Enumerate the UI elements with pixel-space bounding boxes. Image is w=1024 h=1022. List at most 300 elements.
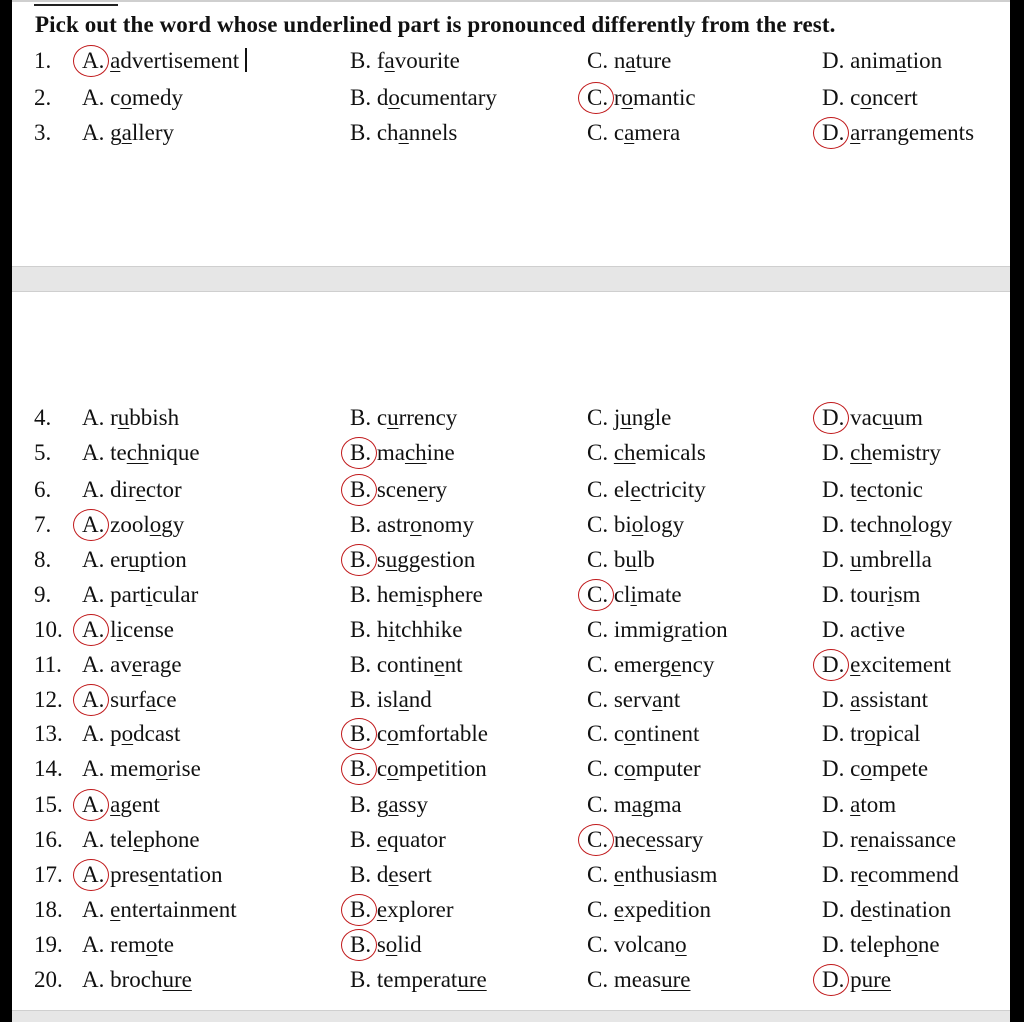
word-part: surf	[110, 687, 146, 712]
word-part: ch	[376, 120, 399, 145]
option-letter-text: D.	[822, 477, 845, 502]
answer-option[interactable]	[822, 48, 942, 74]
underlined-sound: e	[434, 652, 445, 677]
option-letter-text: D.	[822, 932, 845, 957]
option-letter-text: A.	[82, 440, 105, 465]
page-break-gap	[12, 266, 1010, 292]
word-part: ry	[427, 477, 448, 502]
answer-option[interactable]	[822, 547, 932, 573]
option-letter-text: B.	[350, 85, 372, 110]
underlined-sound: o	[675, 932, 687, 957]
answer-option[interactable]	[350, 48, 460, 74]
answer-option[interactable]	[822, 405, 923, 431]
option-letter-text: A.	[82, 862, 105, 887]
word-part: um	[893, 405, 923, 430]
underlined-sound: ure	[162, 967, 192, 992]
answer-option[interactable]	[587, 440, 706, 466]
word-part: naissance	[868, 827, 957, 852]
underlined-sound: o	[410, 512, 422, 537]
word-part: ture	[635, 48, 672, 73]
underlined-sound: o	[624, 721, 636, 746]
word-part: xcitement	[860, 652, 952, 677]
word-part: ntertainment	[120, 897, 237, 922]
underlined-sound: a	[384, 48, 395, 73]
word-part: tr	[850, 721, 865, 746]
question-row	[0, 48, 1010, 82]
word-part: te	[110, 440, 127, 465]
option-letter	[350, 967, 371, 993]
answer-option[interactable]	[350, 652, 462, 678]
answer-option[interactable]	[350, 85, 497, 111]
word-part: rage	[142, 652, 182, 677]
answer-circle-mark	[341, 544, 377, 576]
option-letter-text: C.	[587, 440, 609, 465]
word-part: logy	[911, 512, 953, 537]
word-part: n	[613, 48, 626, 73]
option-letter-text: D.	[822, 687, 845, 712]
option-letter	[587, 477, 608, 503]
underlined-sound: e	[850, 652, 861, 677]
word-part: rrency	[398, 405, 458, 430]
word-part: ncert	[871, 85, 918, 110]
answer-option[interactable]	[587, 792, 682, 818]
word-part: sphere	[422, 582, 483, 607]
question-number: 2.	[34, 85, 52, 110]
word-part: llery	[131, 120, 174, 145]
option-letter-text: D.	[822, 440, 845, 465]
answer-option[interactable]	[82, 827, 200, 853]
answer-option[interactable]	[822, 967, 891, 993]
option-letter	[587, 582, 608, 608]
word-part: emerg	[613, 652, 671, 677]
question-number: 8.	[34, 547, 52, 572]
answer-option[interactable]	[350, 617, 462, 643]
answer-option[interactable]	[587, 756, 701, 782]
option-letter	[822, 440, 844, 466]
word-part: mfortable	[398, 721, 488, 746]
underlined-sound: e	[133, 827, 144, 852]
underlined-sound: a	[110, 792, 121, 817]
word-part: gent	[120, 792, 160, 817]
answer-option[interactable]	[350, 862, 432, 888]
answer-option[interactable]	[822, 582, 920, 608]
answer-option[interactable]	[822, 85, 918, 111]
underlined-sound: e	[417, 477, 428, 502]
option-letter	[350, 792, 371, 818]
underlined-sound: e	[148, 862, 159, 887]
answer-option[interactable]	[350, 405, 457, 431]
word-part: ma	[376, 440, 405, 465]
answer-option[interactable]	[350, 477, 447, 503]
word-part: anim	[850, 48, 897, 73]
option-letter-text: D.	[822, 405, 845, 430]
question-row	[0, 687, 1010, 721]
option-letter-text: B.	[350, 897, 372, 922]
word-part: emistry	[871, 440, 941, 465]
option-letter	[350, 547, 371, 573]
word-part: g	[376, 792, 389, 817]
question-row	[0, 617, 1010, 651]
word-part: nt	[662, 687, 681, 712]
option-letter	[82, 85, 104, 111]
answer-circle-mark	[73, 614, 109, 646]
option-letter	[587, 687, 608, 713]
word-part: c	[613, 756, 625, 781]
word-part: d	[376, 862, 389, 887]
option-letter-text: D.	[822, 512, 845, 537]
option-letter	[587, 85, 608, 111]
option-letter	[822, 85, 844, 111]
answer-option[interactable]	[350, 120, 457, 146]
underlined-sound: i	[887, 582, 894, 607]
question-row	[0, 582, 1010, 616]
answer-option[interactable]	[82, 120, 174, 146]
option-letter-text: A.	[82, 85, 105, 110]
answer-option[interactable]	[82, 862, 223, 888]
word-part: tchhike	[394, 617, 463, 642]
underlined-sound: e	[630, 477, 641, 502]
option-letter-text: B.	[350, 48, 372, 73]
answer-option[interactable]	[350, 687, 432, 713]
word-part: cense	[122, 617, 174, 642]
answer-option[interactable]	[350, 440, 455, 466]
question-number: 20.	[34, 967, 63, 992]
word-part: ntinent	[635, 721, 700, 746]
answer-option[interactable]	[587, 687, 680, 713]
question-number: 17.	[34, 862, 63, 887]
answer-circle-mark	[73, 789, 109, 821]
option-letter-text: C.	[587, 652, 609, 677]
underlined-sound: a	[625, 48, 636, 73]
option-letter	[587, 120, 608, 146]
question-number: 16.	[34, 827, 63, 852]
option-letter-text: B.	[350, 512, 372, 537]
word-part: phone	[143, 827, 200, 852]
option-letter	[350, 687, 371, 713]
option-letter-text: A.	[82, 932, 105, 957]
answer-option[interactable]	[822, 652, 951, 678]
option-letter	[350, 405, 371, 431]
word-part: tour	[850, 582, 888, 607]
answer-option[interactable]	[82, 48, 247, 74]
answer-option[interactable]	[822, 440, 941, 466]
answer-option[interactable]	[82, 756, 201, 782]
option-letter-text: B.	[350, 477, 372, 502]
question-row	[0, 827, 1010, 861]
option-letter	[822, 477, 844, 503]
answer-option[interactable]	[350, 512, 474, 538]
question-number: 3.	[34, 120, 52, 145]
answer-option[interactable]	[350, 756, 487, 782]
option-letter	[587, 652, 608, 678]
underlined-sound: ch	[126, 440, 149, 465]
answer-option[interactable]	[822, 477, 923, 503]
option-letter	[82, 756, 104, 782]
underlined-sound: a	[896, 48, 907, 73]
option-letter	[82, 792, 104, 818]
option-letter	[822, 547, 844, 573]
answer-circle-mark	[341, 894, 377, 926]
question-row	[0, 85, 1010, 119]
answer-option[interactable]	[350, 547, 475, 573]
word-part: tel	[110, 827, 134, 852]
answer-circle-mark	[73, 509, 109, 541]
word-part: ve	[883, 617, 906, 642]
answer-circle-mark	[813, 964, 849, 996]
answer-option[interactable]	[822, 932, 940, 958]
word-part: mputer	[635, 756, 701, 781]
option-letter	[587, 862, 608, 888]
question-number: 15.	[34, 792, 63, 817]
option-letter-text: D.	[822, 48, 845, 73]
option-letter	[822, 405, 844, 431]
word-part: pres	[110, 862, 149, 887]
answer-option[interactable]	[587, 932, 687, 958]
answer-option[interactable]	[350, 582, 483, 608]
option-letter	[82, 932, 104, 958]
word-part: emicals	[635, 440, 706, 465]
underlined-sound: a	[652, 687, 663, 712]
answer-option[interactable]	[82, 582, 198, 608]
option-letter-text: A.	[82, 547, 105, 572]
answer-option[interactable]	[350, 897, 453, 923]
option-letter-text: B.	[350, 617, 372, 642]
answer-option[interactable]	[822, 687, 928, 713]
option-letter	[82, 967, 104, 993]
word-part: l	[110, 617, 117, 642]
option-letter-text: A.	[82, 897, 105, 922]
question-number: 4.	[34, 405, 52, 430]
question-number: 13.	[34, 721, 63, 746]
answer-option[interactable]	[587, 547, 655, 573]
answer-option[interactable]	[587, 120, 680, 146]
answer-option[interactable]	[587, 862, 717, 888]
answer-option[interactable]	[822, 120, 974, 146]
word-part: vac	[850, 405, 883, 430]
answer-option[interactable]	[587, 85, 696, 111]
answer-option[interactable]	[587, 477, 706, 503]
question-row	[0, 120, 1010, 154]
option-letter	[822, 792, 844, 818]
answer-option[interactable]	[82, 721, 180, 747]
word-part: nnels	[408, 120, 458, 145]
answer-option[interactable]	[82, 967, 192, 993]
option-letter-text: A.	[82, 477, 105, 502]
answer-option[interactable]	[82, 792, 160, 818]
word-part: j	[613, 405, 621, 430]
answer-option[interactable]	[82, 652, 182, 678]
answer-option[interactable]	[82, 440, 200, 466]
word-part: immigr	[613, 617, 682, 642]
word-part: f	[376, 48, 385, 73]
underlined-sound: i	[388, 617, 395, 642]
word-part: t	[850, 477, 857, 502]
answer-option[interactable]	[587, 48, 671, 74]
underlined-sound: ch	[404, 440, 427, 465]
option-letter-text: B.	[350, 792, 372, 817]
word-part: te	[157, 932, 174, 957]
underlined-sound: e	[613, 897, 625, 922]
word-part: dvertisement	[120, 48, 240, 73]
answer-option[interactable]	[82, 405, 179, 431]
underlined-sound: u	[850, 547, 862, 572]
option-letter	[822, 687, 844, 713]
word-part: mera	[634, 120, 681, 145]
option-letter-text: C.	[587, 582, 609, 607]
word-part: mem	[110, 756, 157, 781]
option-letter	[822, 967, 844, 993]
word-part: cl	[613, 582, 631, 607]
option-letter	[82, 120, 104, 146]
word-part: nomy	[421, 512, 474, 537]
underlined-sound: a	[388, 792, 399, 817]
answer-option[interactable]	[822, 721, 920, 747]
underlined-sound: o	[899, 512, 912, 537]
option-letter-text: C.	[587, 967, 609, 992]
word-part: mpetition	[398, 756, 487, 781]
underlined-sound: o	[121, 721, 134, 746]
word-part: volcan	[613, 932, 676, 957]
word-part: ssary	[655, 827, 704, 852]
option-letter	[82, 862, 104, 888]
word-part: ctricity	[640, 477, 706, 502]
question-number: 11.	[34, 652, 62, 677]
word-part: mpete	[871, 756, 929, 781]
option-letter-text: D.	[822, 967, 845, 992]
answer-option[interactable]	[82, 512, 184, 538]
word-part: bi	[613, 512, 632, 537]
option-letter	[587, 547, 608, 573]
underlined-sound: i	[145, 582, 153, 607]
option-letter	[587, 48, 608, 74]
underlined-sound: a	[681, 617, 692, 642]
word-part: r	[850, 862, 858, 887]
option-letter	[82, 477, 104, 503]
underlined-sound: o	[387, 721, 399, 746]
answer-option[interactable]	[350, 792, 428, 818]
option-letter	[822, 512, 844, 538]
word-part: mantic	[633, 85, 696, 110]
top-rule	[34, 4, 118, 6]
option-letter-text: D.	[822, 792, 845, 817]
word-part: s	[376, 547, 386, 572]
option-letter-text: D.	[822, 582, 845, 607]
answer-option[interactable]	[82, 687, 177, 713]
answer-option[interactable]	[82, 85, 183, 111]
option-letter	[82, 687, 104, 713]
word-part: ssistant	[860, 687, 929, 712]
answer-option[interactable]	[82, 547, 187, 573]
option-letter	[350, 477, 371, 503]
underlined-sound: ure	[861, 967, 891, 992]
answer-option[interactable]	[350, 827, 446, 853]
answer-option[interactable]	[822, 792, 896, 818]
answer-option[interactable]	[587, 652, 714, 678]
answer-option[interactable]	[350, 967, 487, 993]
answer-option[interactable]	[350, 721, 488, 747]
answer-circle-mark	[341, 718, 377, 750]
answer-option[interactable]	[587, 897, 711, 923]
word-part: ntation	[158, 862, 223, 887]
answer-circle-mark	[578, 82, 614, 114]
question-number: 18.	[34, 897, 63, 922]
underlined-sound: e	[110, 897, 121, 922]
word-part: nique	[148, 440, 200, 465]
option-letter	[82, 405, 104, 431]
option-letter	[82, 652, 104, 678]
answer-option[interactable]	[822, 617, 905, 643]
option-letter	[587, 897, 608, 923]
word-part: temperat	[376, 967, 458, 992]
question-row	[0, 862, 1010, 896]
option-letter	[350, 617, 371, 643]
word-part: isl	[376, 687, 399, 712]
option-letter-text: C.	[587, 756, 609, 781]
underlined-sound: o	[864, 721, 876, 746]
option-letter-text: B.	[350, 440, 372, 465]
answer-option[interactable]	[82, 897, 237, 923]
option-letter-text: A.	[82, 617, 105, 642]
answer-option[interactable]	[822, 827, 956, 853]
question-row	[0, 440, 1010, 474]
underlined-sound: i	[876, 617, 884, 642]
answer-option[interactable]	[822, 897, 951, 923]
answer-option[interactable]	[822, 512, 952, 538]
word-part: contin	[376, 652, 435, 677]
word-part: lb	[636, 547, 655, 572]
option-letter-text: C.	[587, 120, 609, 145]
underlined-sound: a	[631, 792, 642, 817]
option-letter	[822, 862, 844, 888]
answer-option[interactable]	[587, 405, 671, 431]
option-letter-text: B.	[350, 120, 372, 145]
answer-circle-mark	[813, 117, 849, 149]
option-letter-text: D.	[822, 85, 845, 110]
option-letter-text: A.	[82, 652, 105, 677]
answer-option[interactable]	[587, 512, 684, 538]
option-letter	[822, 48, 844, 74]
answer-option[interactable]	[822, 756, 928, 782]
word-part: gma	[641, 792, 682, 817]
option-letter-text: D.	[822, 721, 845, 746]
answer-option[interactable]	[82, 477, 182, 503]
word-part: mbrella	[861, 547, 932, 572]
underlined-sound: o	[621, 85, 634, 110]
option-letter-text: D.	[822, 547, 845, 572]
answer-option[interactable]	[350, 932, 422, 958]
word-part: quator	[387, 827, 446, 852]
underlined-sound: e	[856, 477, 867, 502]
answer-option[interactable]	[82, 932, 174, 958]
word-part: tion	[906, 48, 943, 73]
word-part: serv	[613, 687, 653, 712]
answer-option[interactable]	[587, 617, 728, 643]
underlined-sound: e	[645, 827, 656, 852]
underlined-sound: u	[128, 547, 140, 572]
underlined-sound: e	[861, 897, 872, 922]
option-letter	[350, 827, 371, 853]
option-letter-text: C.	[587, 792, 609, 817]
answer-option[interactable]	[587, 827, 703, 853]
answer-option[interactable]	[587, 582, 682, 608]
answer-option[interactable]	[822, 862, 959, 888]
word-part: dir	[110, 477, 136, 502]
answer-option[interactable]	[587, 721, 699, 747]
answer-option[interactable]	[82, 617, 174, 643]
answer-circle-mark	[73, 45, 109, 77]
answer-option[interactable]	[587, 967, 690, 993]
question-row	[0, 756, 1010, 790]
